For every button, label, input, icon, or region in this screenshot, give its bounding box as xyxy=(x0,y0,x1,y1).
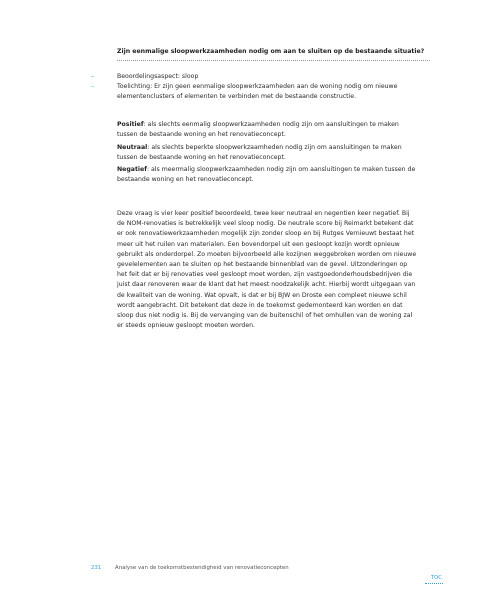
rating-neutral-label: Neutraal xyxy=(117,143,148,151)
rating-positive xyxy=(117,120,417,140)
toc-link[interactable]: TOC xyxy=(431,575,442,581)
rating-negative-text: : als meermalig sloopwerkzaamheden nodig zijn om aansluitingen te maken tussen de bestaande woning en het renovatieconcept. xyxy=(117,166,416,184)
page-footer xyxy=(91,565,289,571)
footer-document-title: Analyse van de toekomstbestendigheid van renovatieconcepten xyxy=(115,565,289,571)
rating-definitions xyxy=(117,120,417,188)
bullet-item-explanation xyxy=(91,82,421,102)
bullet-text-aspect: Beoordelingsaspect: sloop xyxy=(117,73,199,80)
rating-negative-label: Negatief xyxy=(117,166,147,174)
bullet-item-aspect xyxy=(91,72,421,82)
rating-neutral xyxy=(117,143,417,163)
rating-positive-label: Positief xyxy=(117,121,144,128)
dash-bullet-icon: – xyxy=(91,73,95,80)
rating-neutral-text: : als slechts beperkte sloopwerkzaamheden nodig zijn om aansluitingen te maken tussen de bestaande woning en het renovatieconcept. xyxy=(117,143,402,161)
rating-negative xyxy=(117,165,417,185)
section-question-heading: Zijn eenmalige sloopwerkzaamheden nodig om aan te sluiten op de bestaande situatie? xyxy=(117,48,425,55)
assessment-bullet-list xyxy=(91,72,421,102)
page-number: 231 xyxy=(91,565,102,571)
body-paragraph: Deze vraag is vier keer positief beoordeeld, twee keer neutraal en negentien keer negatief. Bij de NOM-renovaties is betrekkelijk veel sloop nodig. De neutrale score bij Reimarkt betekent dat er ook renovatiewerkzaamheden mogelijk zijn zonder sloop en bij Rutges Vernieuwt bestaat het meer uit het ruilen van materialen. Een bovendorpel uit een gesloopt kozijn wordt opnieuw gebruikt als onderdorpel. Zo moeten bijvoorbeeld alle kozijnen weggebroken worden om nieuwe gevelelementen aan te sluiten op het bestaande binnenblad van de gevel. Uitzonderingen op het feit dat er bij renovaties veel gesloopt moet worden, zijn vastgoedonderhoudsbedrijven die juist daar renoveren waar de klant dat het meest noodzakelijk acht. Hierbij wordt uitgegaan van de kwaliteit van de woning. Wat opvalt, is dat er bij BJW en Droste een compleet nieuwe schil wordt aangebracht. Dit betekent dat deze in de toekomst gedemonteerd kan worden en dat sloop dus niet nodig is. Bij de vervanging van de buitenschil of het omhullen van de woning zal er steeds opnieuw gesloopt moeten worden. xyxy=(117,210,417,330)
dash-bullet-icon: – xyxy=(91,83,95,90)
bullet-text-explanation: Toelichting: Er zijn geen eenmalige sloopwerkzaamheden aan de woning nodig om nieuwe elementenclusters of elementen te verbinden met de bestaande constructie. xyxy=(117,83,398,100)
rating-positive-text: : als slechts eenmalig sloopwerkzaamheden nodig zijn om aansluitingen te maken tussen de bestaande woning en het renovatieconcept. xyxy=(117,121,399,139)
dotted-divider xyxy=(117,60,430,61)
toc-underline xyxy=(425,583,443,584)
